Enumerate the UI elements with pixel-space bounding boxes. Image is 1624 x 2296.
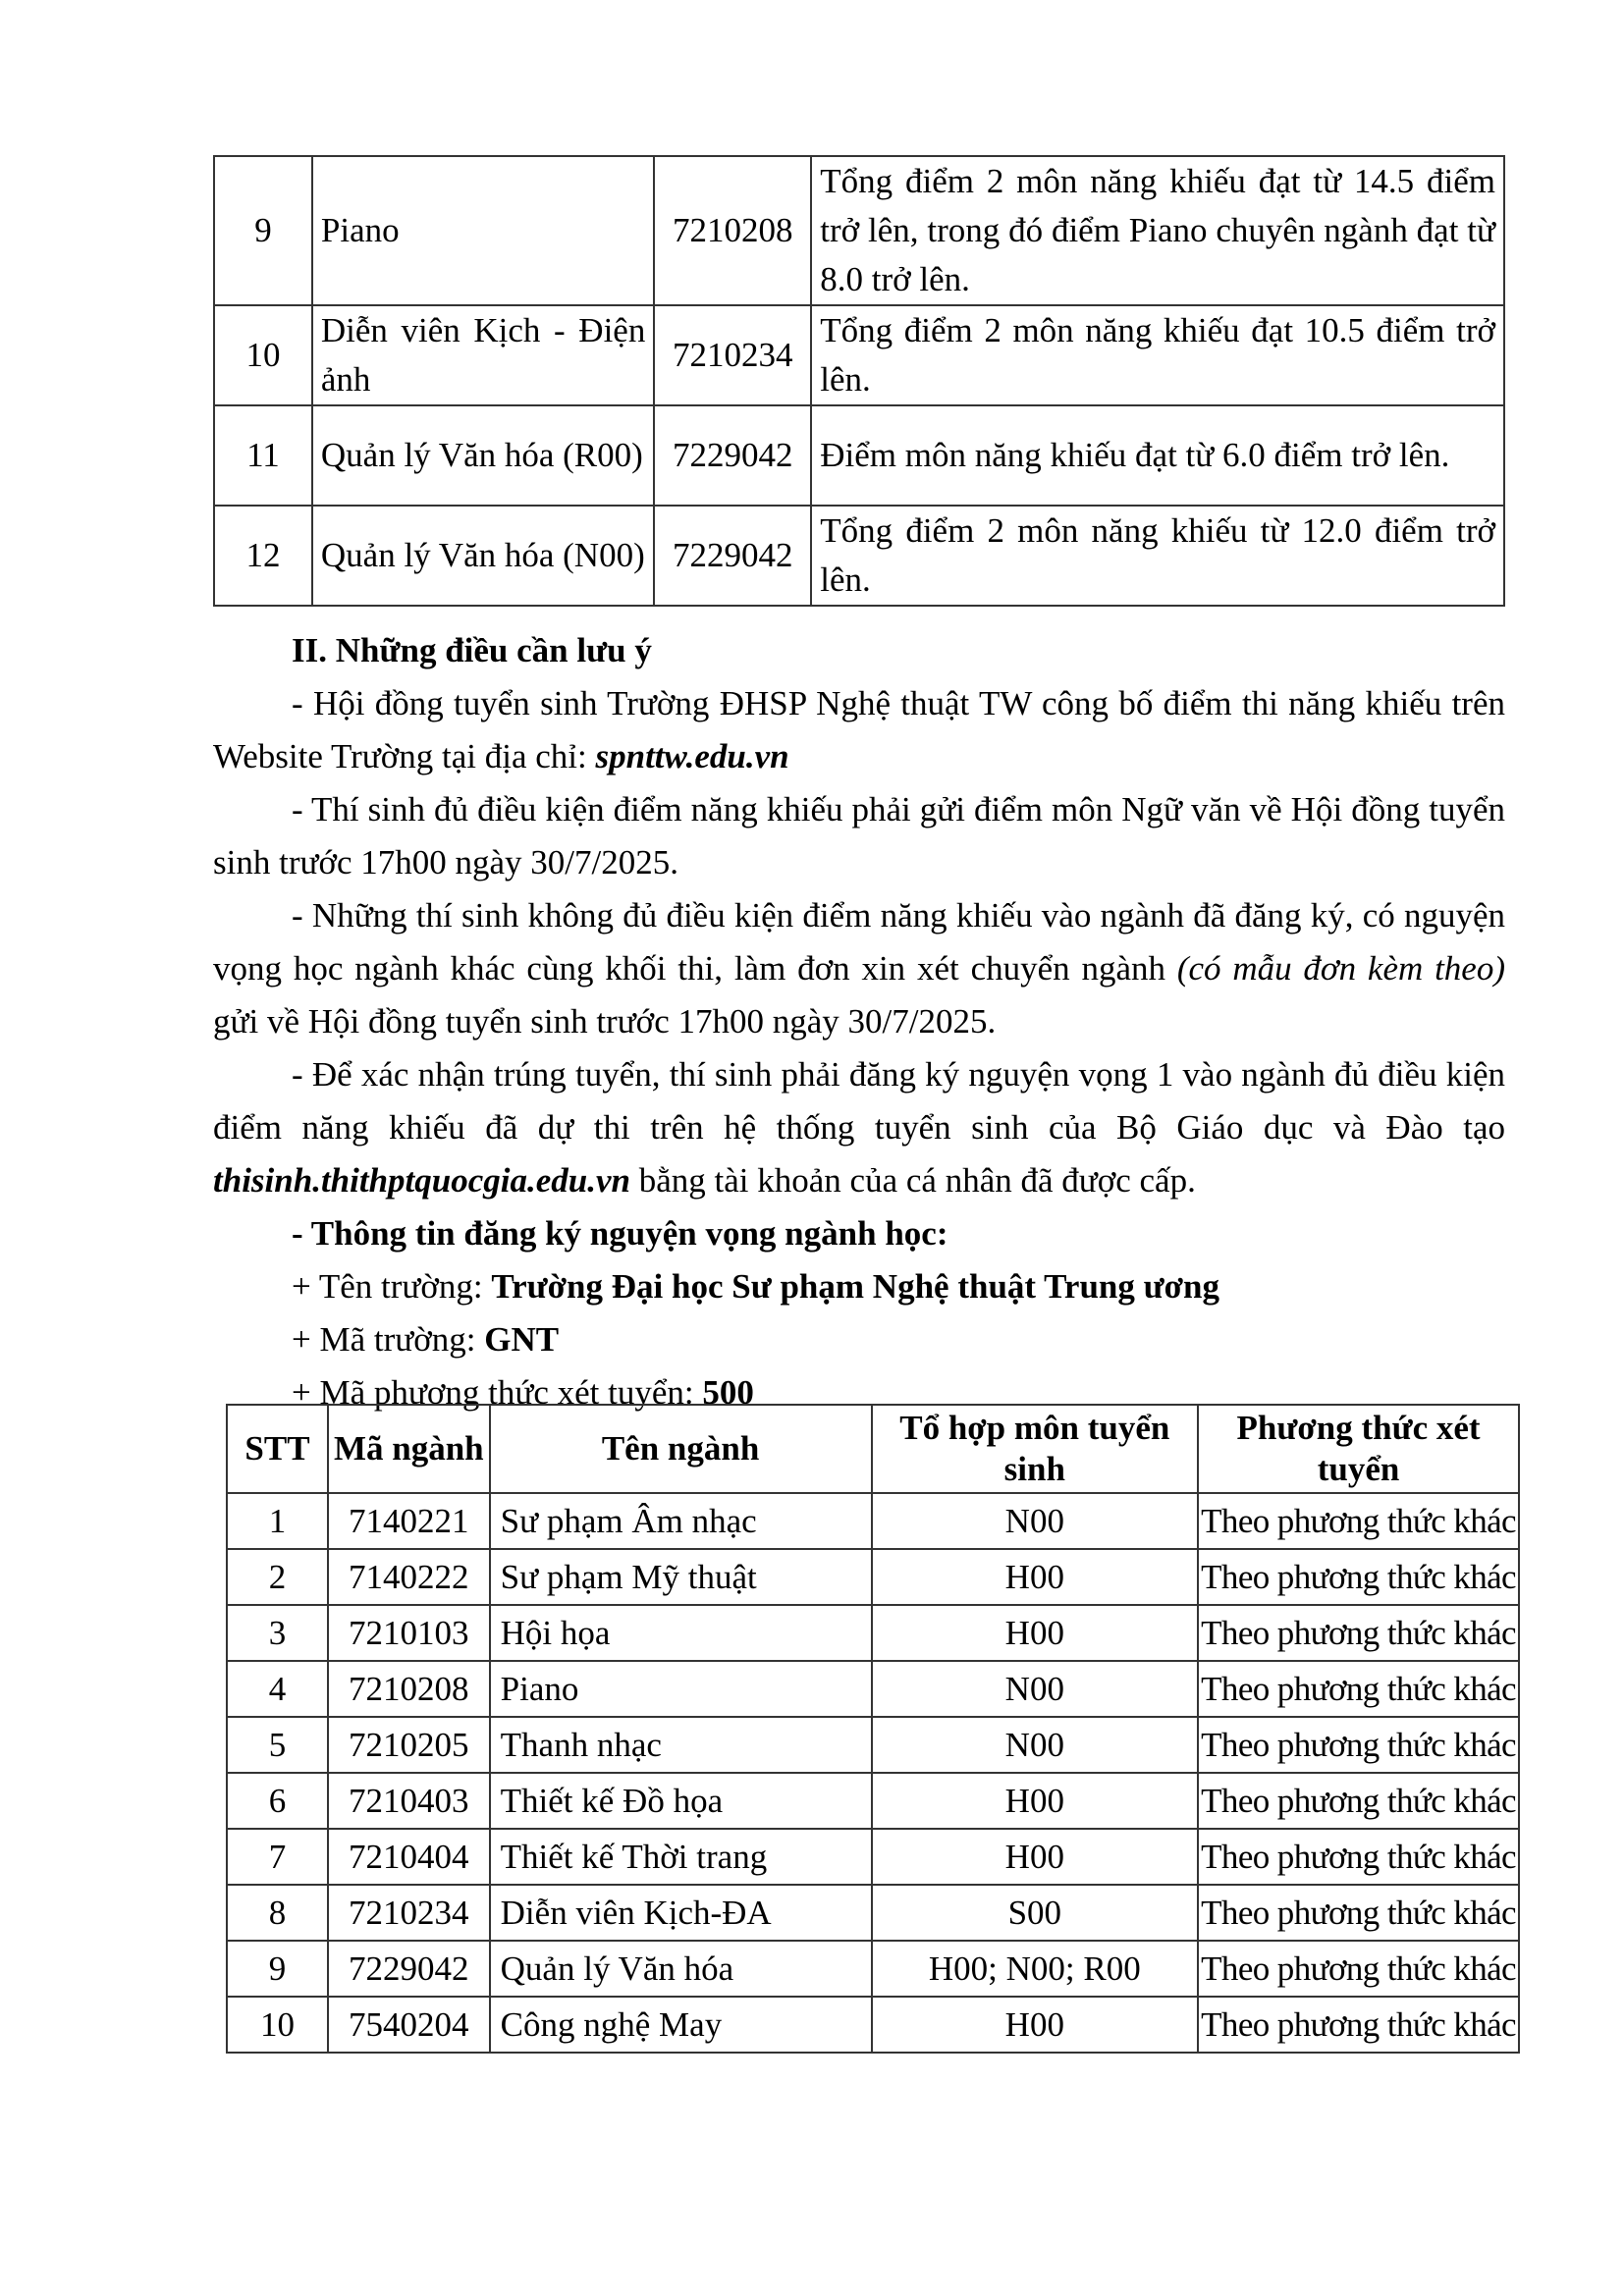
- row-stt: 6: [227, 1773, 328, 1829]
- row-major-code: 7210208: [654, 156, 811, 305]
- note-italic-text: (có mẫu đơn kèm theo): [1176, 949, 1505, 988]
- school-name-value: Trường Đại học Sư phạm Nghệ thuật Trung ương: [491, 1267, 1219, 1306]
- row-major-name: Sư phạm Mỹ thuật: [490, 1549, 872, 1605]
- row-major-code: 7210103: [328, 1605, 490, 1661]
- row-stt: 3: [227, 1605, 328, 1661]
- row-stt: 2: [227, 1549, 328, 1605]
- table-row: [227, 1605, 1519, 1661]
- row-subject-combo: N00: [872, 1493, 1199, 1549]
- row-condition: Tổng điểm 2 môn năng khiếu từ 12.0 điểm trở lên.: [811, 506, 1504, 606]
- table-row: [227, 1549, 1519, 1605]
- row-admission-method: Theo phương thức khác: [1198, 1885, 1519, 1941]
- row-major-code: 7229042: [328, 1941, 490, 1997]
- header-major-name: Tên ngành: [490, 1405, 872, 1493]
- header-stt: STT: [227, 1405, 328, 1493]
- table-row: [227, 1829, 1519, 1885]
- table-row: [227, 1885, 1519, 1941]
- school-code-value: GNT: [484, 1320, 560, 1359]
- table-row: [227, 1941, 1519, 1997]
- row-major-name: Hội họa: [490, 1605, 872, 1661]
- row-major-code: 7210205: [328, 1717, 490, 1773]
- row-major-code: 7140222: [328, 1549, 490, 1605]
- row-major-name: Công nghệ May: [490, 1997, 872, 2053]
- row-major-name: Diễn viên Kịch-ĐA: [490, 1885, 872, 1941]
- registration-portal-link[interactable]: thisinh.thithptquocgia.edu.vn: [213, 1161, 630, 1200]
- row-admission-method: Theo phương thức khác: [1198, 1661, 1519, 1717]
- note-paragraph-1: [213, 677, 1505, 783]
- row-major-code: 7229042: [654, 405, 811, 506]
- row-subject-combo: H00: [872, 1605, 1199, 1661]
- table-row: [214, 156, 1504, 305]
- row-major-code: 7210234: [328, 1885, 490, 1941]
- row-major-code: 7210234: [654, 305, 811, 405]
- row-major-name: Thanh nhạc: [490, 1717, 872, 1773]
- row-condition: Tổng điểm 2 môn năng khiếu đạt 10.5 điểm trở lên.: [811, 305, 1504, 405]
- header-major-code: Mã ngành: [328, 1405, 490, 1493]
- row-stt: 12: [214, 506, 312, 606]
- row-subject-combo: H00; N00; R00: [872, 1941, 1199, 1997]
- row-stt: 5: [227, 1717, 328, 1773]
- table-row: [214, 506, 1504, 606]
- note-paragraph-3: [213, 889, 1505, 1048]
- row-major-code: 7140221: [328, 1493, 490, 1549]
- row-subject-combo: N00: [872, 1661, 1199, 1717]
- row-condition: Điểm môn năng khiếu đạt từ 6.0 điểm trở lên.: [811, 405, 1504, 506]
- row-major-name: Quản lý Văn hóa (N00): [312, 506, 654, 606]
- row-major-code: 7210404: [328, 1829, 490, 1885]
- row-subject-combo: H00: [872, 1997, 1199, 2053]
- table-header-row: [227, 1405, 1519, 1493]
- row-admission-method: Theo phương thức khác: [1198, 1493, 1519, 1549]
- table-row: [227, 1773, 1519, 1829]
- header-admission-method: Phương thức xét tuyển: [1198, 1405, 1519, 1493]
- row-stt: 4: [227, 1661, 328, 1717]
- header-subject-combo: Tổ hợp môn tuyển sinh: [872, 1405, 1199, 1493]
- row-stt: 8: [227, 1885, 328, 1941]
- table-row: [214, 405, 1504, 506]
- row-major-name: Piano: [490, 1661, 872, 1717]
- row-stt: 9: [227, 1941, 328, 1997]
- table-row: [227, 1717, 1519, 1773]
- row-admission-method: Theo phương thức khác: [1198, 1605, 1519, 1661]
- aptitude-conditions-table: [213, 155, 1505, 607]
- method-code-label: + Mã phương thức xét tuyển:: [292, 1373, 703, 1412]
- table-row: [214, 305, 1504, 405]
- method-code-value: 500: [702, 1373, 754, 1412]
- registration-info-heading: - Thông tin đăng ký nguyện vọng ngành học:: [292, 1214, 948, 1253]
- row-major-code: 7210208: [328, 1661, 490, 1717]
- row-subject-combo: H00: [872, 1549, 1199, 1605]
- row-major-code: 7210403: [328, 1773, 490, 1829]
- row-major-name: Quản lý Văn hóa: [490, 1941, 872, 1997]
- row-stt: 10: [214, 305, 312, 405]
- note-text: - Những thí sinh không đủ điều kiện điểm năng khiếu vào ngành đã đăng ký, có nguyện vọng học ngành khác cùng khối thi, làm đơn xin xét chuyển ngành: [213, 896, 1505, 988]
- note-text: - Để xác nhận trúng tuyển, thí sinh phải đăng ký nguyện vọng 1 vào ngành đủ điều kiện điểm năng khiếu đã dự thi trên hệ thống tuyển sinh của Bộ Giáo dục và Đào tạo: [213, 1055, 1505, 1147]
- row-stt: 11: [214, 405, 312, 506]
- school-name-label: + Tên trường:: [292, 1267, 492, 1306]
- row-subject-combo: H00: [872, 1829, 1199, 1885]
- table-row: [227, 1493, 1519, 1549]
- row-major-name: Sư phạm Âm nhạc: [490, 1493, 872, 1549]
- row-admission-method: Theo phương thức khác: [1198, 1829, 1519, 1885]
- note-text: bằng tài khoản của cá nhân đã được cấp.: [630, 1161, 1196, 1200]
- school-name-line: [213, 1260, 1505, 1313]
- row-major-code: 7229042: [654, 506, 811, 606]
- row-major-name: Quản lý Văn hóa (R00): [312, 405, 654, 506]
- row-major-code: 7540204: [328, 1997, 490, 2053]
- row-subject-combo: H00: [872, 1773, 1199, 1829]
- note-paragraph-2: - Thí sinh đủ điều kiện điểm năng khiếu phải gửi điểm môn Ngữ văn về Hội đồng tuyển sinh trước 17h00 ngày 30/7/2025.: [213, 790, 1505, 881]
- row-admission-method: Theo phương thức khác: [1198, 1997, 1519, 2053]
- row-admission-method: Theo phương thức khác: [1198, 1549, 1519, 1605]
- website-link[interactable]: spnttw.edu.vn: [595, 737, 789, 775]
- row-admission-method: Theo phương thức khác: [1198, 1941, 1519, 1997]
- note-text: - Hội đồng tuyển sinh Trường ĐHSP Nghệ thuật TW công bố điểm thi năng khiếu trên Website Trường tại địa chỉ:: [213, 684, 1505, 775]
- school-code-line: [213, 1313, 1505, 1366]
- row-stt: 7: [227, 1829, 328, 1885]
- row-major-name: Piano: [312, 156, 654, 305]
- row-admission-method: Theo phương thức khác: [1198, 1717, 1519, 1773]
- row-major-name: Thiết kế Đồ họa: [490, 1773, 872, 1829]
- row-major-name: Thiết kế Thời trang: [490, 1829, 872, 1885]
- row-subject-combo: N00: [872, 1717, 1199, 1773]
- majors-table: [226, 1404, 1520, 2054]
- row-stt: 10: [227, 1997, 328, 2053]
- school-code-label: + Mã trường:: [292, 1320, 485, 1359]
- note-text: gửi về Hội đồng tuyển sinh trước 17h00 ngày 30/7/2025.: [213, 1002, 997, 1041]
- table-row: [227, 1661, 1519, 1717]
- row-condition: Tổng điểm 2 môn năng khiếu đạt từ 14.5 điểm trở lên, trong đó điểm Piano chuyên ngành đạt từ 8.0 trở lên.: [811, 156, 1504, 305]
- row-stt: 1: [227, 1493, 328, 1549]
- row-subject-combo: S00: [872, 1885, 1199, 1941]
- table-row: [227, 1997, 1519, 2053]
- section-heading: II. Những điều cần lưu ý: [292, 631, 652, 669]
- row-admission-method: Theo phương thức khác: [1198, 1773, 1519, 1829]
- section-notes: [213, 624, 1505, 1419]
- row-stt: 9: [214, 156, 312, 305]
- row-major-name: Diễn viên Kịch - Điện ảnh: [312, 305, 654, 405]
- note-paragraph-4: [213, 1048, 1505, 1207]
